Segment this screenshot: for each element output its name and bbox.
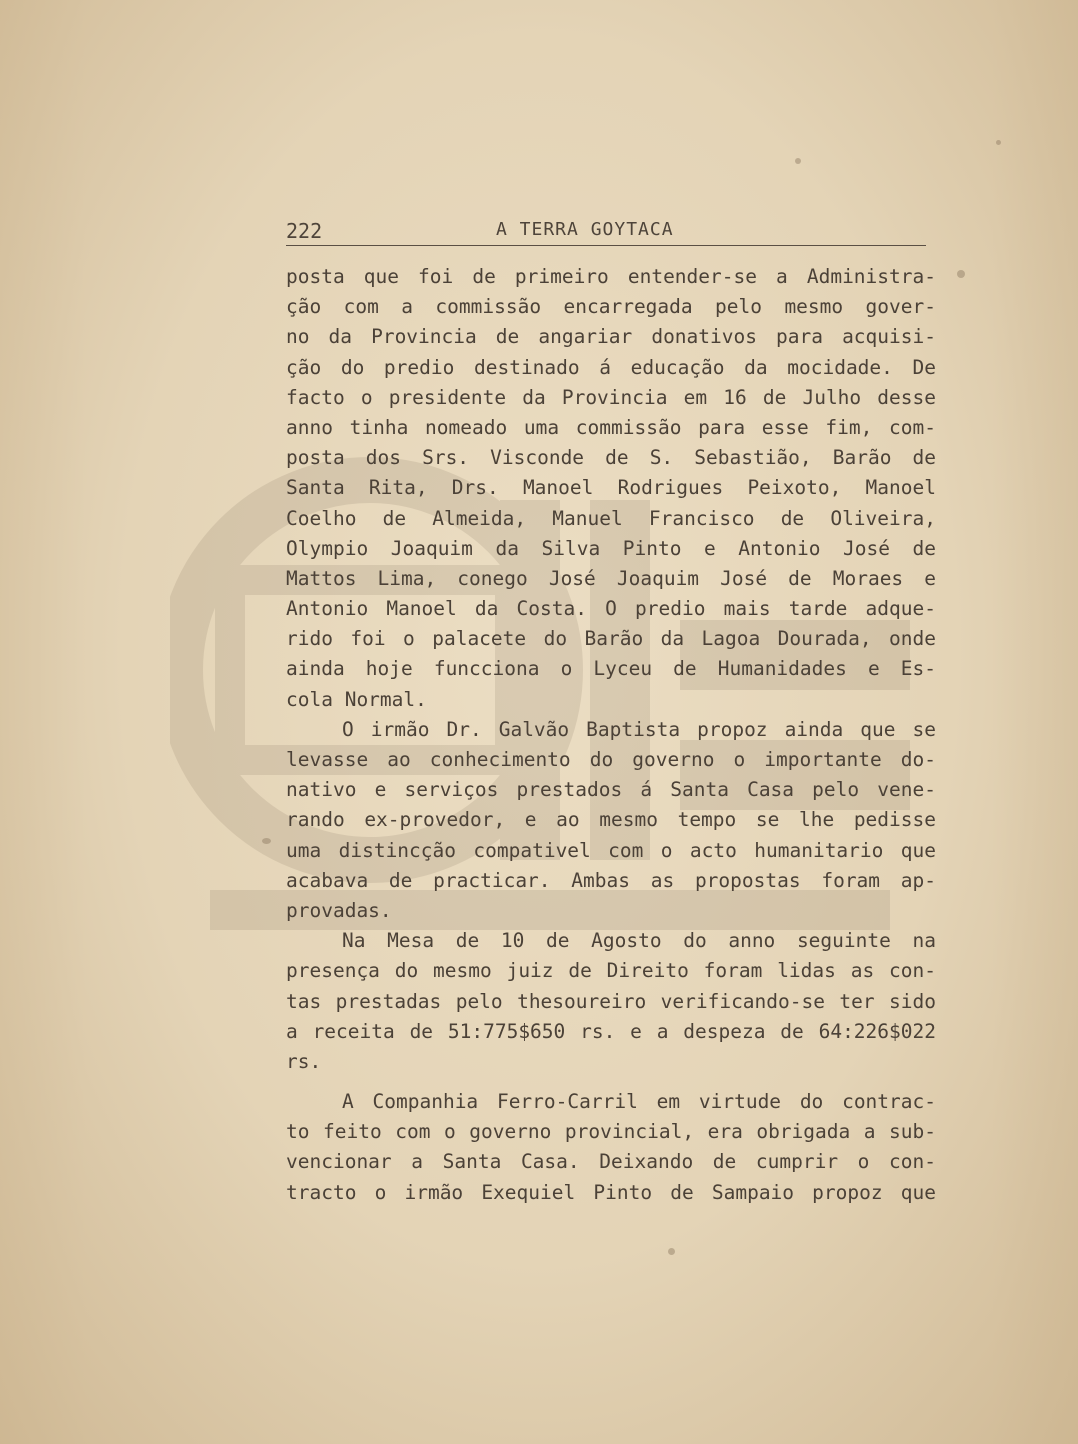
paper-speck [668, 1248, 675, 1255]
text-line: rs. [286, 1049, 322, 1073]
text-line: Antonio Manoel da Costa. O predio mais tarde adque- [286, 597, 936, 621]
text-line: to feito com o governo provincial, era obrigada a sub- [286, 1120, 936, 1144]
text-line: a receita de 51:775$650 rs. e a despeza de 64:226$022 [286, 1019, 936, 1043]
text-line: vencionar a Santa Casa. Deixando de cumprir o con- [286, 1150, 936, 1174]
text-line: presença do mesmo juiz de Direito foram lidas as con- [286, 959, 936, 983]
paper-speck [996, 140, 1001, 145]
text-line: ainda hoje funcciona o Lyceu de Humanidades e Es- [286, 657, 936, 681]
paragraph-gap [286, 1077, 936, 1087]
text-line: A Companhia Ferro-Carril em virtude do contrac- [342, 1090, 936, 1114]
text-line: O irmão Dr. Galvão Baptista propoz ainda que se [342, 717, 936, 741]
paper-speck [262, 838, 271, 844]
paper-speck [795, 158, 801, 164]
text-line: ção com a commissão encarregada pelo mesmo gover- [286, 295, 936, 319]
text-line: provadas. [286, 898, 392, 922]
text-line: acabava de practicar. Ambas as propostas foram ap- [286, 868, 936, 892]
text-line: rando ex-provedor, e ao mesmo tempo se lhe pedisse [286, 808, 936, 832]
page-header [286, 217, 926, 246]
text-line: tas prestadas pelo thesoureiro verificando-se ter sido [286, 989, 936, 1013]
text-line: ção do predio destinado á educação da mocidade. De [286, 355, 936, 379]
text-line: rido foi o palacete do Barão da Lagoa Dourada, onde [286, 627, 936, 651]
page-number: 222 [286, 219, 323, 243]
body-text [286, 262, 936, 1208]
text-line: cola Normal. [286, 687, 427, 711]
text-line: posta que foi de primeiro entender-se a Administra- [286, 265, 936, 288]
text-line: anno tinha nomeado uma commissão para esse fim, com- [286, 415, 936, 439]
text-line: posta dos Srs. Visconde de S. Sebastião, Barão de [286, 446, 936, 470]
text-line: Coelho de Almeida, Manuel Francisco de Oliveira, [286, 506, 936, 530]
paper-speck [957, 270, 965, 278]
text-line: uma distincção compativel com o acto humanitario que [286, 838, 936, 862]
text-line: Na Mesa de 10 de Agosto do anno seguinte na [342, 929, 936, 953]
text-line: levasse ao conhecimento do governo o importante do- [286, 748, 936, 771]
text-line: no da Provincia de angariar donativos para acquisi- [286, 325, 936, 349]
text-line: Santa Rita, Drs. Manoel Rodrigues Peixoto, Manoel [286, 476, 936, 500]
text-line: tracto o irmão Exequiel Pinto de Sampaio propoz que [286, 1180, 936, 1204]
text-line: Mattos Lima, conego José Joaquim José de Moraes e [286, 566, 936, 590]
text-line: Olympio Joaquim da Silva Pinto e Antonio José de [286, 536, 936, 560]
text-line: facto o presidente da Provincia em 16 de Julho desse [286, 385, 936, 409]
text-line: nativo e serviços prestados á Santa Casa pelo vene- [286, 778, 936, 802]
running-title: A TERRA GOYTACA [496, 219, 674, 240]
